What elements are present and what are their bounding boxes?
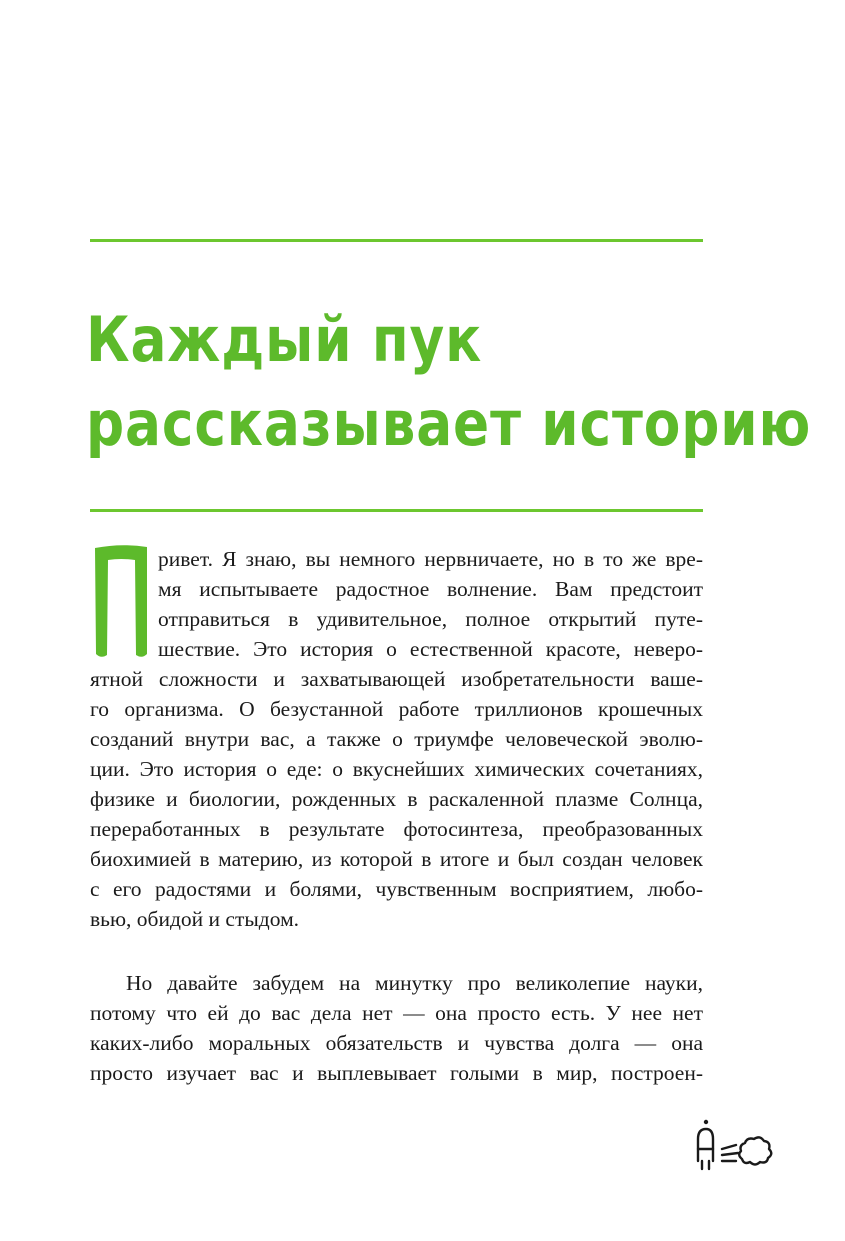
- text-line: биохимией в материю, из которой в итоге и был создан человек: [90, 847, 703, 871]
- text-line: ции. Это история о еде: о вкуснейших химических сочетаниях,: [90, 757, 703, 781]
- paragraph-1: [90, 544, 703, 934]
- text-line: Но давайте забудем на минутку про великолепие науки,: [126, 971, 703, 995]
- text-line: физике и биологии, рожденных в раскаленной плазме Солнца,: [90, 787, 703, 811]
- title-line-2: рассказывает историю: [86, 387, 812, 460]
- text-line: просто изучает вас и выплевывает голыми в мир, построен-: [90, 1061, 703, 1085]
- top-divider: [90, 239, 703, 242]
- chapter-title: [86, 298, 812, 466]
- text-line: вью, обидой и стыдом.: [90, 907, 300, 931]
- text-line: каких-либо моральных обязательств и чувства долга — она: [90, 1031, 703, 1055]
- text-line: го организма. О безустанной работе триллионов крошечных: [90, 697, 703, 721]
- text-line: потому что ей до вас дела нет — она просто есть. У нее нет: [90, 1001, 703, 1025]
- bottom-divider: [90, 509, 703, 512]
- text-line: с его радостями и болями, чувственным восприятием, любо-: [90, 877, 703, 901]
- text-line: мя испытываете радостное волнение. Вам предстоит: [158, 577, 703, 601]
- text-line: переработанных в результате фотосинтеза, преобразованных: [90, 817, 703, 841]
- title-line-1: Каждый пук: [86, 303, 483, 376]
- text-line: созданий внутри вас, а также о триумфе человеческой эволю-: [90, 727, 703, 751]
- fart-person-doodle-icon: [690, 1115, 780, 1175]
- text-line: шествие. Это история о естественной красоте, неверо-: [158, 637, 703, 661]
- text-line: ятной сложности и захватывающей изобретательности ваше-: [90, 667, 703, 691]
- text-line: отправиться в удивительное, полное открытий путе-: [158, 607, 703, 631]
- paragraph-2: [90, 968, 703, 1088]
- text-line: ривет. Я знаю, вы немного нервничаете, но в то же вре-: [158, 547, 703, 571]
